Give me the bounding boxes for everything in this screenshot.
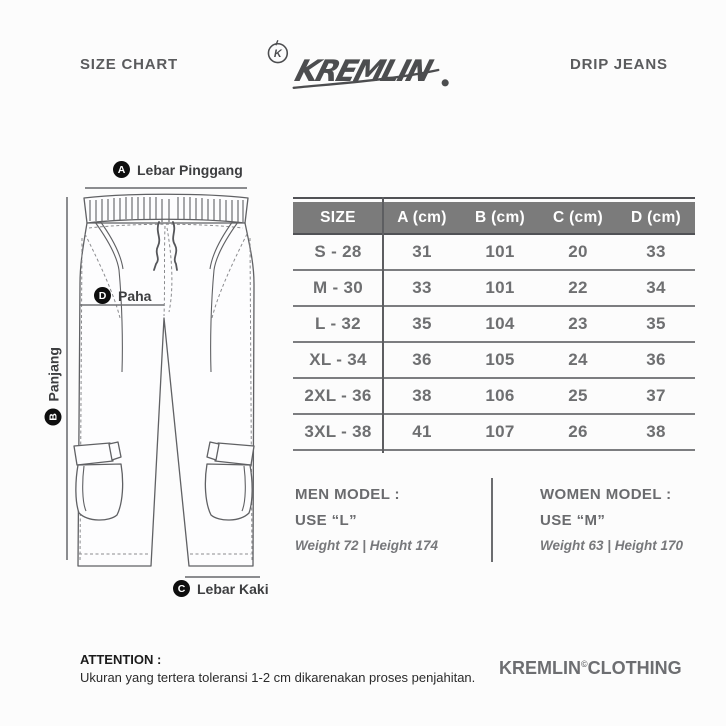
measurement-cell: 36 [412, 350, 432, 369]
measurement-cell: 33 [646, 242, 666, 261]
product-title: DRIP JEANS [570, 56, 668, 73]
attention-text: Ukuran yang tertera toleransi 1-2 cm dikarenakan proses penjahitan. [80, 670, 476, 685]
women-model-stats: Weight 63 | Height 170 [540, 538, 684, 553]
col-header-c: C (cm) [552, 208, 604, 226]
size-cell: S - 28 [314, 242, 362, 261]
col-header-b: B (cm) [474, 208, 526, 226]
measurement-cell: 104 [485, 314, 515, 333]
attention-note [80, 652, 475, 685]
measurement-cell: 37 [646, 386, 666, 405]
brand-footer: KREMLIN©CLOTHING [499, 658, 682, 678]
table-column-divider [382, 197, 384, 453]
pants-diagram [38, 152, 262, 614]
size-table [293, 197, 695, 451]
measurement-cell: 20 [568, 242, 588, 261]
table-row [293, 415, 695, 451]
size-cell: XL - 34 [309, 350, 367, 369]
label-waist-width: A Lebar Pinggang [113, 161, 243, 178]
measurement-cell: 105 [485, 350, 515, 369]
measurement-cell: 23 [568, 314, 588, 333]
measurement-cell: 33 [412, 278, 432, 297]
badge-d: D [94, 287, 111, 304]
women-model-info [540, 486, 726, 553]
size-cell: L - 32 [315, 314, 361, 333]
measurement-cell: 38 [412, 386, 432, 405]
table-row [293, 307, 695, 343]
col-header-size: SIZE [320, 208, 356, 226]
measurement-cell: 107 [485, 422, 515, 441]
page-title: SIZE CHART [80, 56, 178, 73]
table-row [293, 379, 695, 415]
label-leg-opening: C Lebar Kaki [173, 580, 269, 597]
logo-wordmark: KREMLIN [291, 54, 435, 89]
badge-b: B [45, 409, 62, 426]
men-model-stats: Weight 72 | Height 174 [295, 538, 439, 553]
copyright-mark: © [581, 659, 588, 669]
measurement-cell: 26 [568, 422, 588, 441]
label-length: B Panjang [44, 318, 63, 426]
size-cell: 2XL - 36 [304, 386, 372, 405]
col-header-a: A (cm) [397, 208, 447, 226]
measurement-cell: 101 [485, 242, 515, 261]
attention-title: ATTENTION : [80, 652, 162, 667]
waistband [84, 194, 248, 223]
size-cell: 3XL - 38 [304, 422, 372, 441]
table-row [293, 271, 695, 307]
measurement-cell: 38 [646, 422, 666, 441]
measurement-cell: 106 [485, 386, 515, 405]
label-thigh: D Paha [94, 287, 151, 304]
badge-a: A [113, 161, 130, 178]
measurement-cell: 22 [568, 278, 588, 297]
col-header-d: D (cm) [630, 208, 682, 226]
size-cell: M - 30 [313, 278, 363, 297]
model-divider [491, 478, 493, 562]
measurement-cell: 41 [412, 422, 432, 441]
men-model-title: MEN MODEL : [295, 486, 400, 503]
logo-dot [442, 79, 449, 86]
measurement-cell: 101 [485, 278, 515, 297]
measurement-cell: 36 [646, 350, 666, 369]
measurement-cell: 31 [412, 242, 432, 261]
logo-monogram: K [273, 48, 282, 61]
women-model-size: USE “M” [540, 512, 606, 529]
measurement-cell: 35 [646, 314, 666, 333]
measurement-cell: 35 [412, 314, 432, 333]
table-row [293, 235, 695, 271]
measurement-cell: 25 [568, 386, 588, 405]
men-model-size: USE “L” [295, 512, 357, 529]
measurement-cell: 34 [646, 278, 666, 297]
table-row [293, 343, 695, 379]
measurement-cell: 24 [568, 350, 588, 369]
size-table-header [293, 202, 695, 235]
badge-c: C [173, 580, 190, 597]
women-model-title: WOMEN MODEL : [540, 486, 672, 503]
left-cargo-flap [74, 443, 113, 465]
brand-logo [264, 38, 462, 98]
men-model-info [295, 486, 485, 553]
size-table-body [293, 235, 695, 451]
right-cargo-flap [215, 443, 254, 465]
